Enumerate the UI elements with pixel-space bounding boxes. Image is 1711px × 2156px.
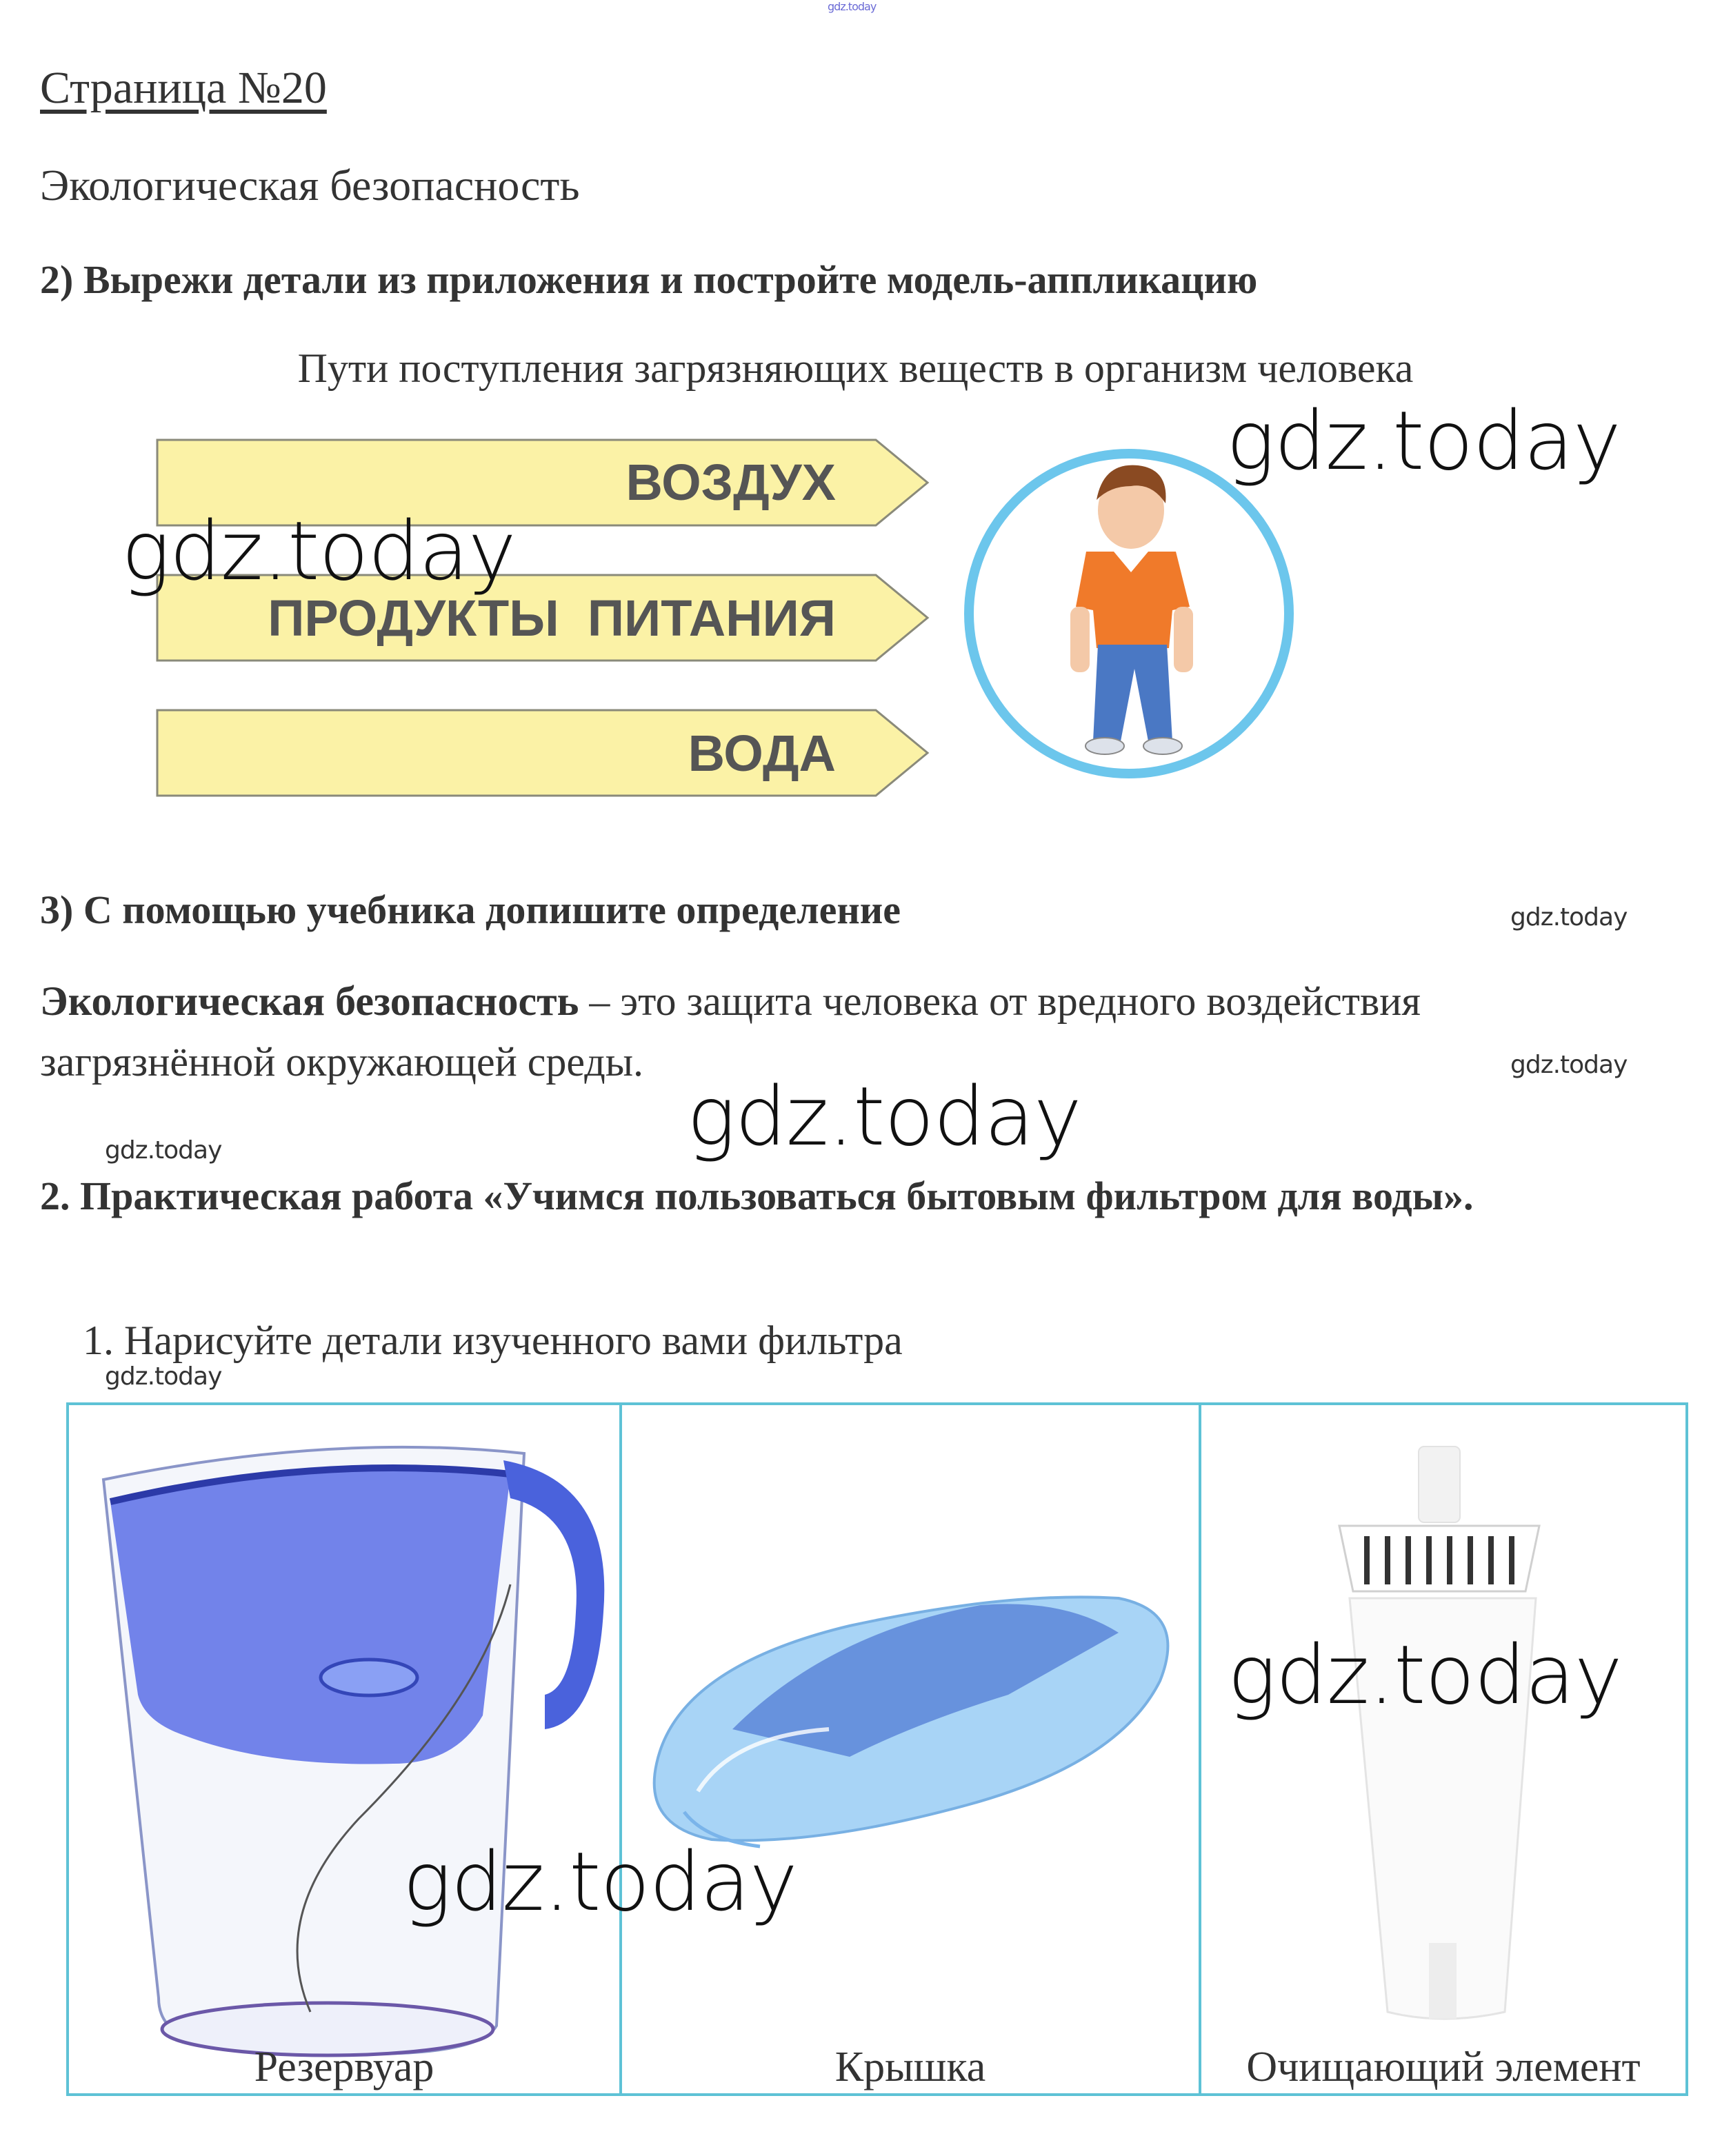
part-label-reservoir: Резервуар <box>254 2044 434 2090</box>
part-label-lid: Крышка <box>834 2044 986 2090</box>
part-cartridge <box>1201 1405 1685 2093</box>
cartridge-image <box>1201 1405 1685 2095</box>
definition-term: Экологическая безопасность <box>40 978 579 1024</box>
watermark-small-4: gdz.today <box>105 1362 222 1391</box>
watermark-2: gdz.today <box>121 503 516 598</box>
pitcher-image <box>69 1405 619 2095</box>
watermark-3: gdz.today <box>687 1069 1081 1164</box>
lid-image <box>622 1405 1199 2095</box>
arrow-label-air: ВОЗДУХ <box>626 454 836 511</box>
task2-heading: 2) Вырежи детали из приложения и постройте модель-аппликацию <box>40 257 1258 302</box>
watermark-4: gdz.today <box>1228 1627 1622 1722</box>
watermark-small-1: gdz.today <box>1510 903 1628 931</box>
task3-heading: 3) С помощью учебника допишите определение <box>40 887 901 932</box>
boy-illustration <box>969 454 1289 774</box>
arrow-water <box>157 710 928 796</box>
definition-body: – это защита человека от вредного воздействия загрязнённой окружающей среды. <box>40 978 1421 1085</box>
watermark-top: gdz.today <box>828 0 877 13</box>
diagram-subtitle: Пути поступления загрязняющих веществ в организм человека <box>297 345 1414 391</box>
part-lid <box>622 1405 1201 2093</box>
part-reservoir <box>69 1405 622 2093</box>
watermark-1: gdz.today <box>1226 393 1621 488</box>
topic-title: Экологическая безопасность <box>40 161 580 210</box>
step-1: 1. Нарисуйте детали изученного вами фильтра <box>83 1318 903 1363</box>
watermark-5: gdz.today <box>403 1834 797 1929</box>
page-title: Страница №20 <box>40 63 327 113</box>
arrow-label-water: ВОДА <box>688 725 836 782</box>
practical-heading: 2. Практическая работа «Учимся пользоваться бытовым фильтром для воды». <box>40 1173 1474 1218</box>
watermark-small-2: gdz.today <box>1510 1051 1628 1079</box>
watermark-small-3: gdz.today <box>105 1136 222 1165</box>
part-label-cartridge: Очищающий элемент <box>1246 2044 1641 2090</box>
filter-parts-table <box>66 1402 1688 2096</box>
arrow-label-food: ПРОДУКТЫ ПИТАНИЯ <box>268 590 836 647</box>
